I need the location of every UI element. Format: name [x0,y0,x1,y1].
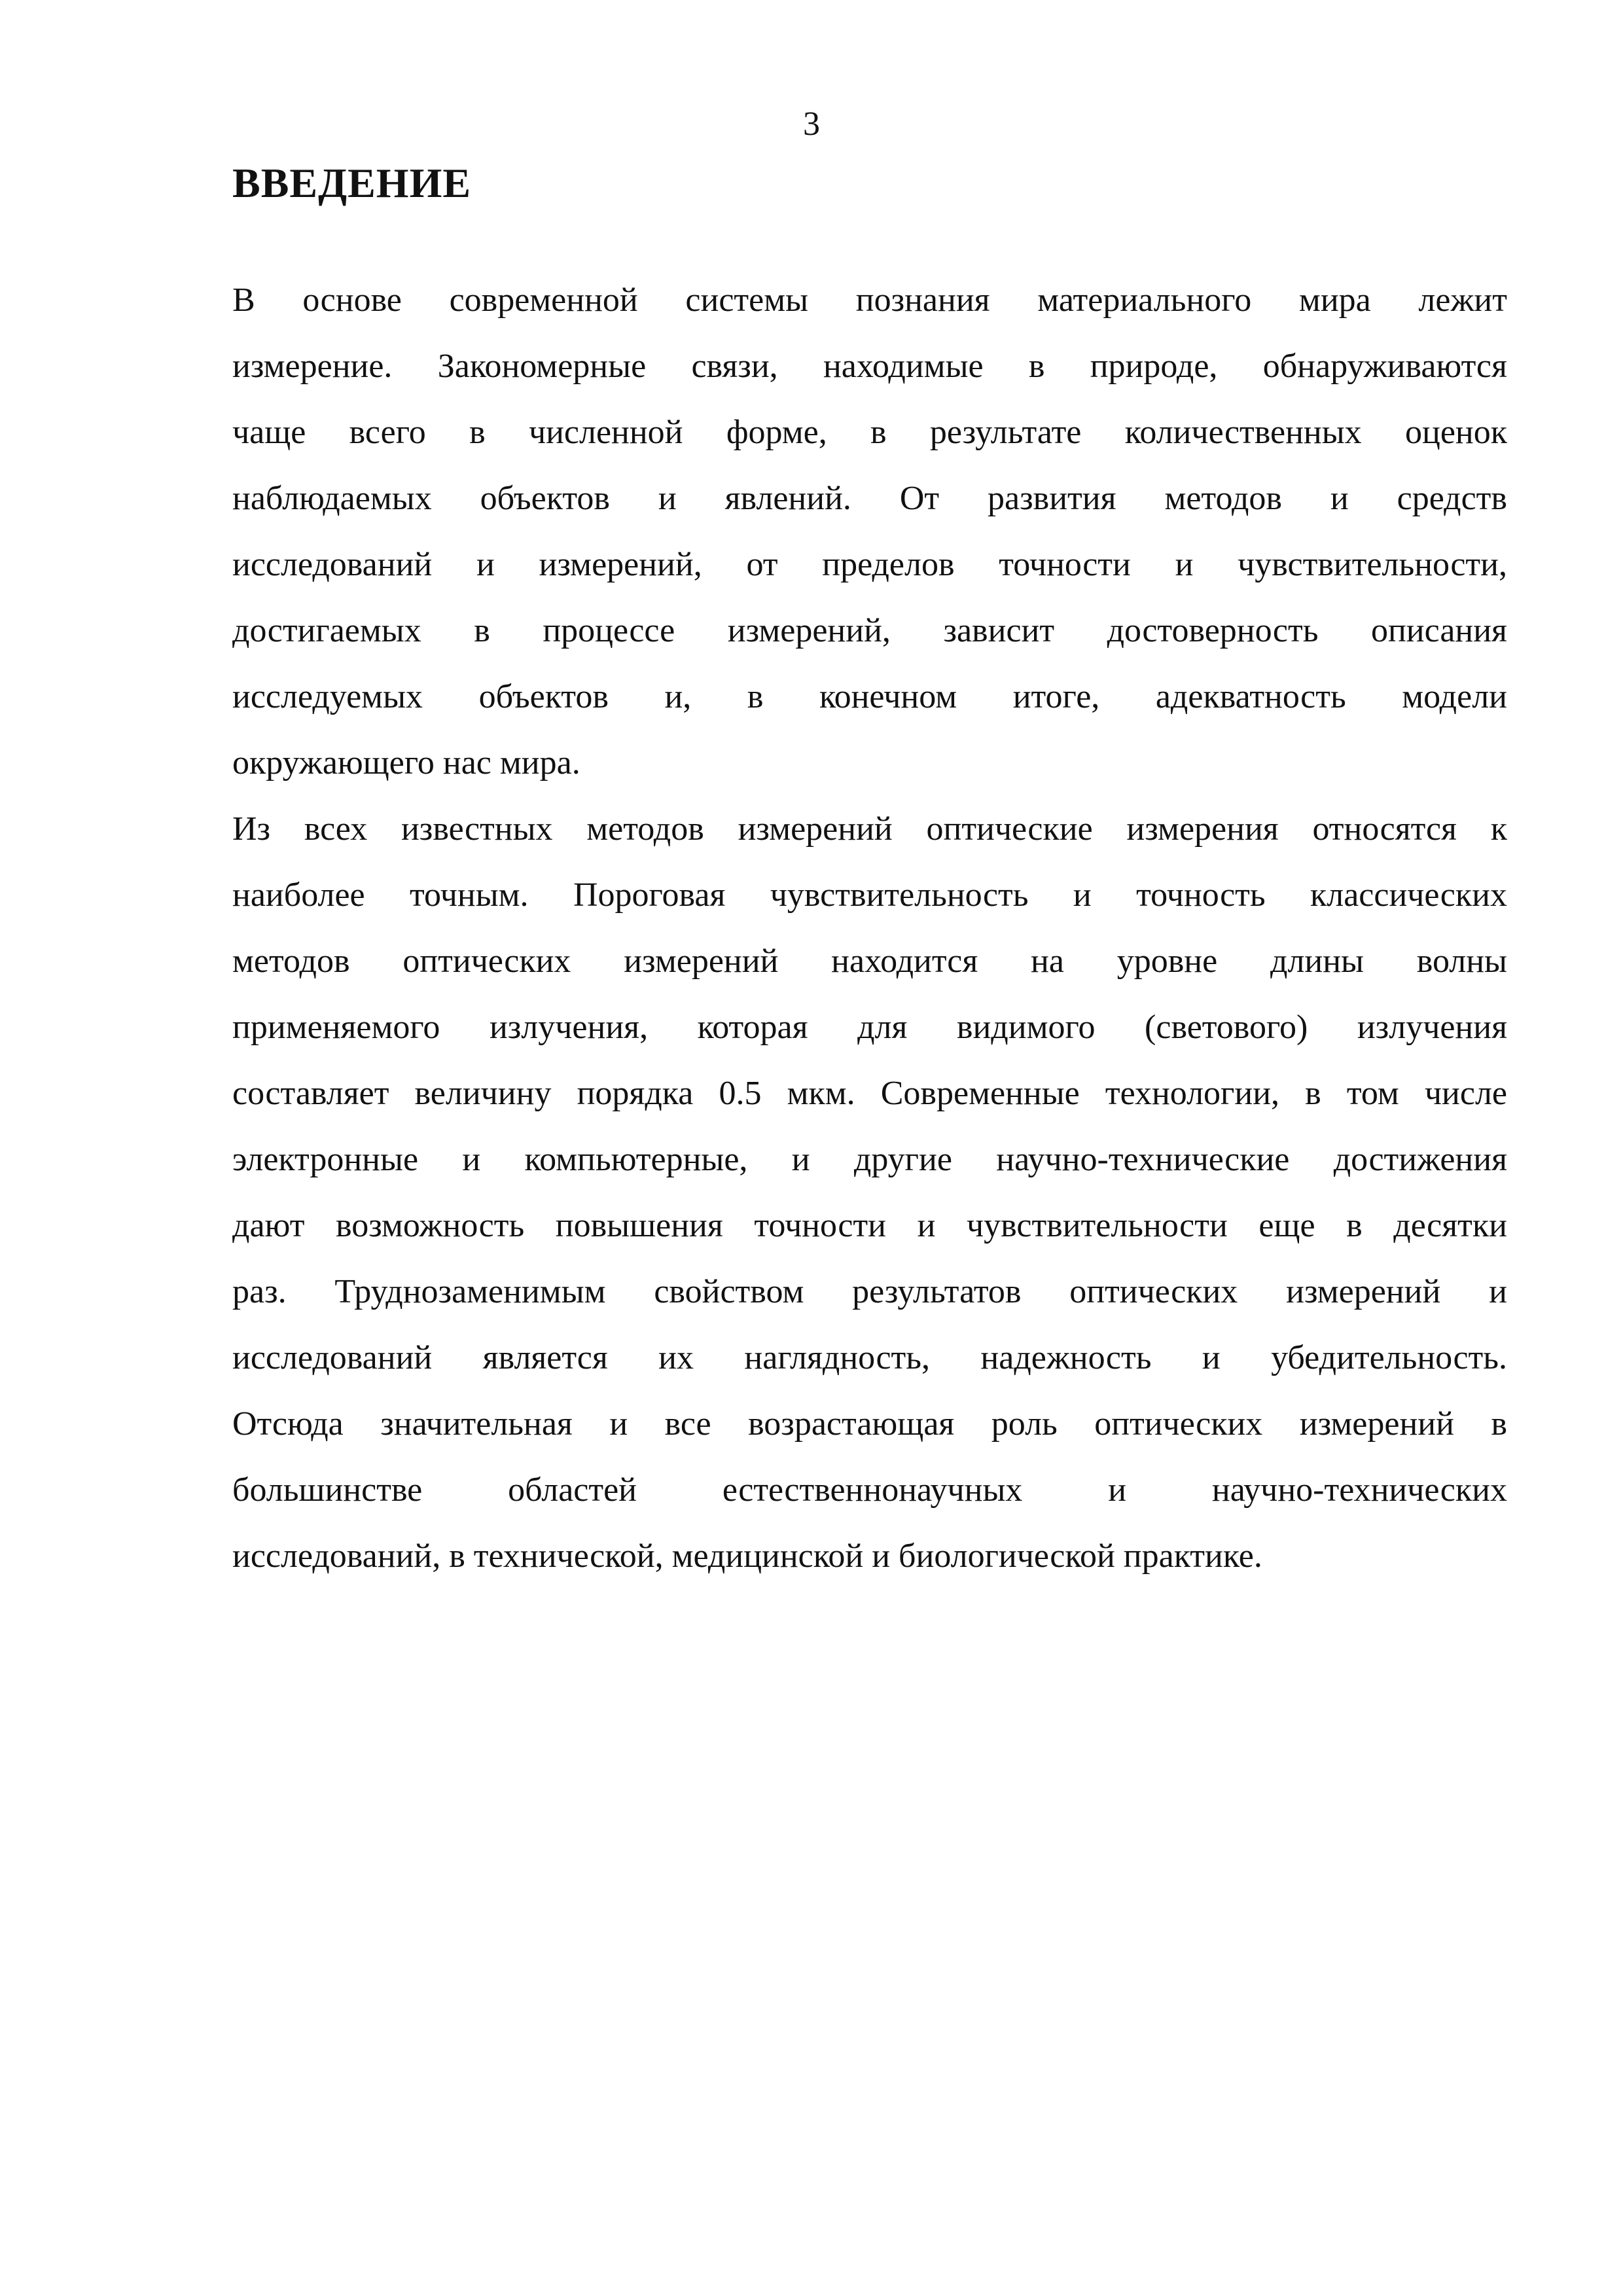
word: другие [853,1141,952,1178]
word: излучения, [489,1009,649,1046]
word: точность [1136,876,1266,914]
word: точности [754,1207,886,1244]
word: мкм. [787,1075,855,1112]
word: областей [508,1471,637,1509]
word: и [476,546,495,583]
word: и [658,480,677,517]
text-line: окружающего нас мира. [232,744,580,781]
word: методов [1164,480,1282,517]
word: исследований [232,1339,433,1376]
word: численной [528,414,683,451]
text-line [232,465,1507,531]
word: технологии, [1105,1075,1280,1112]
word: наиболее [232,876,365,914]
word: объектов [480,480,610,517]
word: в [747,678,764,715]
word: возможность [336,1207,525,1244]
word: том [1346,1075,1399,1112]
word: научно-технических [1211,1471,1507,1509]
word: оптические [926,810,1093,848]
word: измерения [1126,810,1279,848]
word: и [1330,480,1349,517]
word: В [232,281,255,319]
word: наблюдаемых [232,480,432,517]
word: и [1175,546,1194,583]
word: дают [232,1207,305,1244]
word: в [1491,1405,1507,1443]
text-line [232,862,1507,928]
word: и [1073,876,1092,914]
word: наглядность, [744,1339,930,1376]
section-title: ВВЕДЕНИЕ [232,160,472,206]
word: познания [855,281,990,319]
word: значительная [380,1405,573,1443]
word: в [1346,1207,1363,1244]
word: к [1490,810,1507,848]
text-line [232,598,1507,664]
word: адекватность [1155,678,1346,715]
text-line [232,1060,1507,1126]
word: модели [1402,678,1507,715]
word: явлений. [724,480,851,517]
text-line [232,1193,1507,1259]
word: на [1031,942,1064,980]
word: и [462,1141,481,1178]
word: большинстве [232,1471,423,1509]
word: связи, [691,348,778,385]
word: излучения [1357,1009,1507,1046]
word: описания [1370,612,1507,649]
text-line [232,267,1507,333]
word: методов [232,942,350,980]
word: и [1108,1471,1127,1509]
word: компьютерные, [524,1141,748,1178]
word: и [1202,1339,1221,1376]
word: измерений [738,810,893,848]
word: результатов [852,1273,1022,1310]
word: в [469,414,486,451]
word: раз. [232,1273,287,1310]
word: еще [1258,1207,1315,1244]
word: оценок [1404,414,1507,451]
word: естественнонаучных [722,1471,1023,1509]
word: (светового) [1145,1009,1308,1046]
word: точным. [410,876,529,914]
word: Современные [880,1075,1080,1112]
word: количественных [1124,414,1362,451]
word: измерений, [727,612,891,649]
word: от [746,546,778,583]
word: чувствительности [966,1207,1228,1244]
word: всех [304,810,368,848]
word: пределов [822,546,955,583]
word: современной [449,281,638,319]
word: измерение. [232,348,393,385]
word: Закономерные [437,348,647,385]
word: величину [414,1075,552,1112]
word: в [1028,348,1045,385]
word: возрастающая [748,1405,955,1443]
word: 0.5 [719,1075,762,1112]
word: порядка [577,1075,694,1112]
word: итоге, [1012,678,1100,715]
word: исследуемых [232,678,423,715]
word: волны [1416,942,1507,980]
text-line [232,1126,1507,1193]
word: достижения [1333,1141,1507,1178]
word: материального [1037,281,1252,319]
word: достигаемых [232,612,421,649]
word: зависит [943,612,1055,649]
word: конечном [819,678,957,715]
word: и, [664,678,692,715]
word: свойством [654,1273,804,1310]
word: и [609,1405,628,1443]
word: все [664,1405,711,1443]
word: научно-технические [996,1141,1290,1178]
word: объектов [478,678,609,715]
word: в [474,612,490,649]
word: точности [999,546,1131,583]
text-line [232,531,1507,598]
word: процессе [543,612,675,649]
word: их [658,1339,694,1376]
word: измерений [624,942,779,980]
text-line [232,1259,1507,1325]
word: Отсюда [232,1405,344,1443]
text-line [232,399,1507,465]
word: числе [1424,1075,1507,1112]
page-number: 3 [803,105,820,143]
word: основе [302,281,402,319]
word: оптических [402,942,571,980]
text-line [232,1457,1507,1523]
word: находится [831,942,978,980]
word: которая [697,1009,808,1046]
word: применяемого [232,1009,440,1046]
text-line [232,994,1507,1060]
text-line: исследований, в технической, медицинской и биологической практике. [232,1537,1262,1575]
paragraph-1 [232,267,1507,796]
word: измерений [1286,1273,1441,1310]
word: средств [1397,480,1507,517]
word: форме, [726,414,827,451]
word: чаще [232,414,306,451]
word: составляет [232,1075,389,1112]
paragraph-2 [232,796,1507,1589]
word: надежность [980,1339,1152,1376]
word: видимого [956,1009,1096,1046]
word: природе, [1090,348,1218,385]
word: в [1305,1075,1321,1112]
word: чувствительность [770,876,1029,914]
word: в [870,414,887,451]
word: результате [929,414,1082,451]
text-line [232,928,1507,994]
word: измерений [1299,1405,1454,1443]
word: уровне [1116,942,1218,980]
word: методов [586,810,704,848]
word: оптических [1094,1405,1263,1443]
body-text [232,267,1507,1589]
text-line [232,1325,1507,1391]
word: исследований [232,546,433,583]
word: повышения [555,1207,723,1244]
text-line [232,664,1507,730]
word: десятки [1393,1207,1507,1244]
word: Пороговая [573,876,726,914]
text-line [232,1391,1507,1457]
word: всего [349,414,426,451]
word: роль [991,1405,1058,1443]
word: оптических [1069,1273,1238,1310]
word: убедительность. [1271,1339,1507,1376]
word: относятся [1312,810,1457,848]
word: известных [401,810,553,848]
word: Труднозаменимым [334,1273,606,1310]
word: развития [988,480,1116,517]
word: обнаруживаются [1262,348,1507,385]
word: и [1489,1273,1507,1310]
word: мира [1298,281,1371,319]
word: для [857,1009,908,1046]
word: системы [685,281,809,319]
word: является [482,1339,608,1376]
word: находимые [823,348,984,385]
word: измерений, [539,546,702,583]
text-line [232,796,1507,862]
word: Из [232,810,271,848]
word: классических [1310,876,1507,914]
word: чувствительности, [1238,546,1507,583]
word: и [917,1207,936,1244]
word: достоверность [1107,612,1319,649]
word: лежит [1418,281,1507,319]
word: электронные [232,1141,419,1178]
word: и [791,1141,810,1178]
text-line [232,333,1507,399]
word: От [899,480,940,517]
word: длины [1270,942,1364,980]
